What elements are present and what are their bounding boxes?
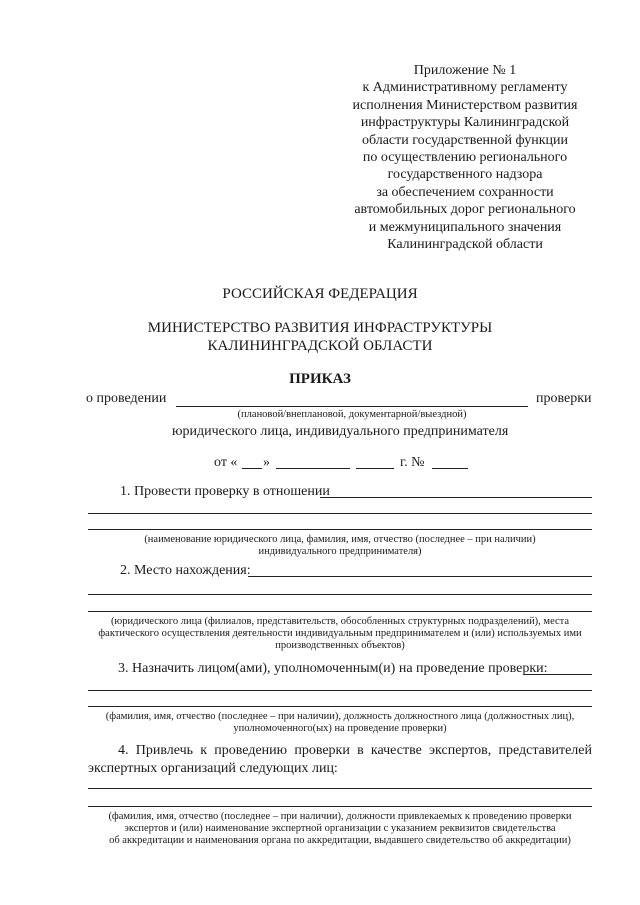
item1-label: 1. Провести проверку в отношении	[120, 484, 330, 499]
item4-hint-line2: экспертов и (или) наименование экспертной организации с указанием реквизитов свидетельства	[124, 823, 556, 834]
item2-hint-line1: (юридического лица (филиалов, представительств, обособленных структурных подразделений), места	[110, 616, 570, 627]
item2-field-2[interactable]	[88, 594, 592, 595]
appendix-line: по осуществлению регионального	[362, 150, 568, 166]
item3-field-1[interactable]	[524, 674, 592, 675]
item2-field-1[interactable]	[248, 576, 592, 577]
ministry-title-line1: МИНИСТЕРСТВО РАЗВИТИЯ ИНФРАСТРУКТУРЫ	[147, 320, 493, 336]
item4-label-line1: 4. Привлечь к проведению проверки в качестве экспертов, представителей	[118, 743, 592, 758]
item3-hint-line2: уполномоченного(ых) на проведение проверки)	[233, 723, 447, 734]
date-year-field[interactable]	[356, 468, 394, 469]
date-day-field[interactable]	[242, 468, 262, 469]
item1-field-2[interactable]	[88, 513, 592, 514]
date-month-field[interactable]	[276, 468, 350, 469]
appendix-line: инфраструктуры Калининградской	[360, 115, 570, 131]
check-type-hint: (плановой/внеплановой, документарной/выездной)	[237, 409, 467, 420]
item2-hint-line2: фактического осуществления деятельности индивидуальным предпринимателем и (или) используемых ими	[98, 628, 582, 639]
appendix-line: к Административному регламенту	[362, 80, 568, 96]
check-type-field[interactable]	[176, 406, 528, 407]
item1-field-1[interactable]	[320, 497, 592, 498]
item4-field-1[interactable]	[88, 788, 592, 789]
order-intro-right: проверки	[536, 391, 592, 406]
country-title: РОССИЙСКАЯ ФЕДЕРАЦИЯ	[222, 286, 418, 302]
appendix-line: и межмуниципального значения	[368, 219, 562, 235]
item2-field-3[interactable]	[88, 611, 592, 612]
ministry-title-line2: КАЛИНИНГРАДСКОЙ ОБЛАСТИ	[207, 338, 433, 354]
item3-field-2[interactable]	[88, 690, 592, 691]
date-year-number-label: г. №	[400, 455, 425, 470]
item2-label: 2. Место нахождения:	[120, 563, 251, 578]
item4-field-2[interactable]	[88, 806, 592, 807]
item3-field-3[interactable]	[88, 706, 592, 707]
item3-label: 3. Назначить лицом(ами), уполномоченным(и) на проведение проверки:	[118, 661, 548, 676]
item4-hint-line1: (фамилия, имя, отчество (последнее – при наличии), должности привлекаемых к проведению проверки	[108, 811, 572, 822]
item2-hint-line3: производственных объектов)	[275, 640, 405, 651]
appendix-line: Приложение № 1	[413, 63, 517, 78]
appendix-line: области государственной функции	[361, 132, 569, 148]
appendix-line: исполнения Министерством развития	[352, 97, 578, 113]
item1-field-3[interactable]	[88, 529, 592, 530]
appendix-line: за обеспечением сохранности	[376, 184, 554, 200]
order-subject: юридического лица, индивидуального предпринимателя	[172, 424, 509, 439]
appendix-line: Калининградской области	[387, 237, 543, 253]
item4-hint-line3: об аккредитации и наименования органа по аккредитации, выдавшего свидетельство об аккредитации)	[109, 835, 571, 846]
order-number-field[interactable]	[432, 468, 468, 469]
appendix-line: автомобильных дорог регионального	[354, 202, 576, 218]
item3-hint-line1: (фамилия, имя, отчество (последнее – при наличии), должность должностного лица (должностных лиц),	[105, 711, 575, 722]
doc-type-title: ПРИКАЗ	[289, 371, 351, 387]
appendix-block	[300, 62, 630, 253]
date-quote-close: »	[263, 455, 270, 470]
item1-hint-line2: индивидуального предпринимателя)	[258, 546, 422, 557]
date-prefix: от «	[214, 455, 238, 470]
item4-label-line2: экспертных организаций следующих лиц:	[88, 761, 338, 776]
appendix-line: государственного надзора	[387, 167, 543, 183]
order-intro-left: о проведении	[86, 391, 167, 406]
item1-hint-line1: (наименование юридического лица, фамилия, имя, отчество (последнее – при наличии)	[144, 534, 536, 545]
